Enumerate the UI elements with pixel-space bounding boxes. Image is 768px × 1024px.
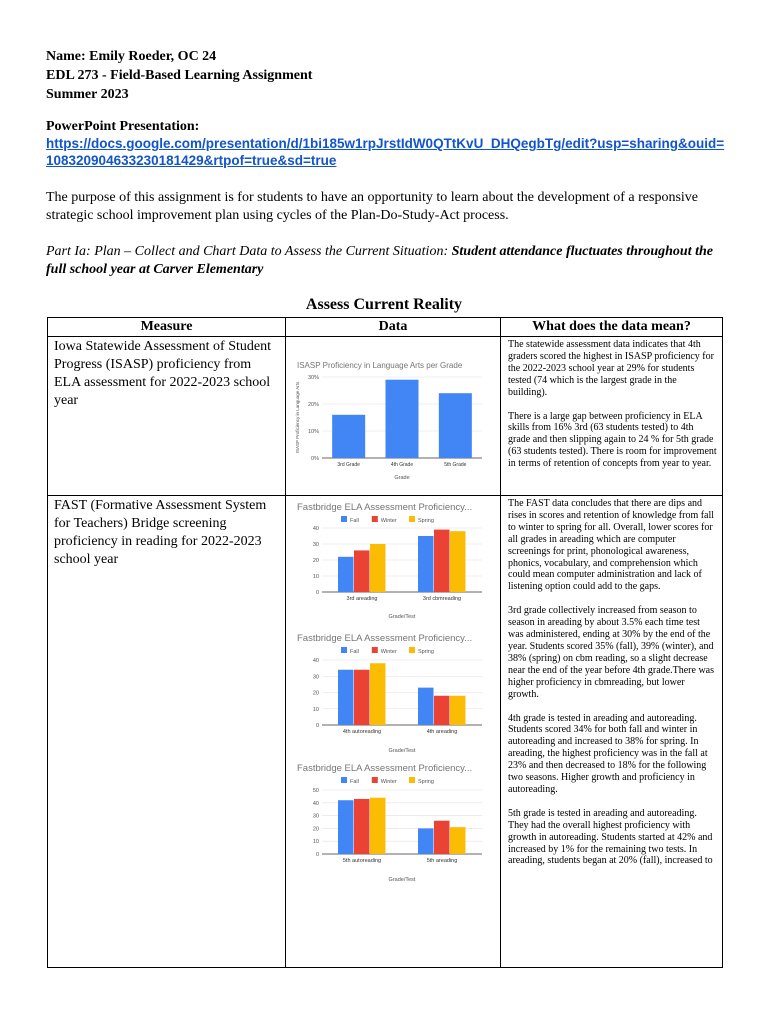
x-tick-label: 5th autoreading [342, 858, 382, 864]
y-tick-label: 30% [307, 375, 319, 381]
data-cell [286, 337, 501, 496]
x-tick-label: 4th areading [426, 729, 458, 735]
bar [370, 544, 386, 592]
table-header-row [48, 318, 723, 337]
bar [338, 557, 354, 592]
x-tick-label: 3rd areading [346, 596, 378, 602]
y-tick-label: 40 [312, 658, 319, 664]
y-tick-label: 10% [307, 429, 319, 435]
bar [354, 550, 370, 592]
y-tick-label: 40 [312, 800, 319, 807]
legend-label: Fall [350, 518, 359, 524]
measure-cell: FAST (Formative Assessment System for Teachers) Bridge screening proficiency in reading for 2022-2023 school year [48, 496, 286, 968]
y-tick-label: 20% [307, 402, 319, 408]
legend-swatch [341, 647, 347, 653]
header-meaning: What does the data mean? [501, 318, 723, 337]
bar [450, 827, 466, 854]
x-axis-label: Grade/Test [388, 748, 416, 754]
table-row [48, 337, 723, 496]
y-tick-label: 20 [312, 558, 319, 564]
bar [418, 536, 434, 592]
bar [354, 799, 370, 854]
meaning-paragraph: The statewide assessment data indicates that 4th graders scored the highest in ISASP proficiency for the 2022-2023 school year at 29% for students tested (74 which is the largest grade in the building). [508, 339, 714, 398]
problem-statement: Student attendance fluctuates throughout the full school year at Carver Elementary [46, 244, 713, 277]
fastbridge-5th-chart [286, 760, 499, 890]
x-axis-label: Grade/Test [388, 614, 416, 620]
assess-reality-table [47, 317, 723, 968]
bar [370, 663, 386, 725]
header-data: Data [286, 318, 501, 337]
presentation-link[interactable]: https://docs.google.com/presentation/d/1bi185w1rpJrstIdW0QTtKvU_DHQegbTg/edit?usp=sharing&ouid=108320904633230181429&rtpof=true&sd=true [46, 136, 725, 168]
meaning-cell [501, 496, 723, 968]
term: Summer 2023 [46, 87, 129, 102]
legend-swatch [409, 777, 415, 783]
bar [332, 415, 365, 458]
table-row [48, 496, 723, 968]
legend-swatch [372, 777, 378, 783]
bar [338, 800, 354, 854]
purpose-paragraph: The purpose of this assignment is for students to have an opportunity to learn about the development of a responsive strategic school improvement plan using cycles of the Plan-Do-Study-Act process. [46, 190, 699, 223]
x-tick-label: 3rd cbmreading [422, 596, 462, 602]
legend-label: Fall [350, 649, 359, 655]
y-tick-label: 20 [312, 690, 319, 697]
meaning-paragraph: 3rd grade collectively increased from season to season in areading by about 3.5% each time test was administered, ending at 30% by the end of the year. Students scored 35% (fall), 39% (winter), and 38% (spring) on cbm reading, so a slight decrease near the end of the year before 4th grade.There was higher proficiency in cbmreading, but lower growth. [508, 605, 715, 700]
presentation-section [46, 118, 726, 169]
bar [450, 531, 466, 592]
y-tick-label: 10 [312, 574, 319, 580]
y-tick-label: 30 [312, 542, 319, 548]
student-name: Name: Emily Roeder, OC 24 [46, 49, 217, 64]
x-axis-label: Grade [394, 475, 410, 481]
x-tick-label: 4th Grade [390, 462, 414, 468]
y-tick-label: 20 [312, 826, 319, 833]
y-tick-label: 0% [311, 456, 319, 462]
legend-label: Winter [380, 518, 397, 524]
legend-label: Fall [350, 779, 359, 785]
bar [418, 688, 434, 725]
legend-swatch [372, 516, 378, 522]
meaning-paragraph: 5th grade is tested in areading and autoreading. They had the overall highest proficiency with growth in autoreading. Students started at 42% and increased by 1% for the remaining two tests. In areading, students began at 20% (fall), increased to [508, 807, 713, 867]
legend-label: Spring [418, 518, 434, 524]
legend-swatch [341, 516, 347, 522]
table-title: Assess Current Reality [305, 296, 463, 313]
legend-swatch [409, 647, 415, 653]
x-axis-label: Grade/Test [388, 877, 416, 883]
part-ia-paragraph [46, 243, 726, 279]
data-cell [286, 496, 501, 968]
meaning-paragraph: 4th grade is tested in areading and autoreading. Students scored 34% for both fall and winter in autoreading and increased to 38% for spring. In areading, the highest proficiency was in the fall at 23% and then decreased to 18% for the following two seasons. Higher growth and proficiency in autoreading. [508, 712, 708, 795]
header-measure: Measure [48, 318, 286, 337]
chart-title: Fastbridge ELA Assessment Proficiency... [297, 633, 473, 644]
y-tick-label: 40 [312, 526, 319, 532]
y-tick-label: 0 [315, 852, 319, 858]
fastbridge-4th-chart [286, 626, 499, 760]
bar [434, 696, 450, 725]
legend-label: Winter [380, 779, 397, 785]
y-tick-label: 30 [312, 813, 319, 820]
isasp-chart [286, 337, 499, 494]
y-tick-label: 10 [312, 839, 319, 846]
meaning-paragraph: There is a large gap between proficiency in ELA skills from 16% 3rd (63 students tested) to 4th grade and then slipping again to 24 % for 5th grade (63 students tested). There is room for improvement in terms of retention of concepts from year to year. [508, 410, 717, 470]
x-tick-label: 5th Grade [444, 462, 467, 468]
legend-label: Winter [380, 649, 397, 655]
bar [450, 696, 466, 725]
legend-swatch [409, 516, 415, 522]
x-tick-label: 5th areading [426, 858, 458, 864]
fastbridge-3rd-chart [286, 496, 499, 626]
bar [434, 530, 450, 592]
meaning-paragraph: The FAST data concludes that there are dips and rises in scores and retention of knowledge from fall to winter to spring for all. Overall, lower scores for all grades in areading which are computer screenings for print, phonological awareness, phonics, vocabulary, and comprehension which could mean computer administration and lack of listening option could add to the gaps. [508, 498, 715, 593]
bar [386, 380, 419, 458]
y-tick-label: 50 [312, 788, 319, 794]
part-label: Part Ia: Plan – Collect and Chart Data to Assess the Current Situation: [46, 244, 452, 259]
y-tick-label: 10 [312, 706, 319, 713]
y-tick-label: 0 [315, 723, 319, 729]
legend-swatch [372, 647, 378, 653]
legend-label: Spring [418, 649, 434, 655]
chart-title: ISASP Proficiency in Language Arts per Grade [297, 361, 463, 370]
y-axis-label: ISASP Proficiency in Language Arts [295, 381, 300, 454]
document-header [46, 47, 726, 104]
x-tick-label: 4th autoreading [342, 729, 382, 735]
bar [439, 393, 472, 458]
bar [370, 798, 386, 854]
x-tick-label: 3rd Grade [337, 462, 360, 468]
legend-swatch [341, 777, 347, 783]
meaning-cell [501, 337, 723, 496]
y-tick-label: 30 [312, 674, 319, 681]
chart-title: Fastbridge ELA Assessment Proficiency... [297, 502, 473, 513]
bar [434, 821, 450, 854]
presentation-label: PowerPoint Presentation: [46, 119, 200, 134]
course-title: EDL 273 - Field-Based Learning Assignment [46, 68, 313, 83]
bar [418, 828, 434, 854]
legend-label: Spring [418, 779, 434, 785]
chart-title: Fastbridge ELA Assessment Proficiency... [297, 763, 473, 774]
bar [354, 670, 370, 725]
bar [338, 670, 354, 725]
measure-cell: Iowa Statewide Assessment of Student Progress (ISASP) proficiency from ELA assessment for 2022-2023 school year [48, 337, 286, 496]
y-tick-label: 0 [315, 590, 319, 596]
